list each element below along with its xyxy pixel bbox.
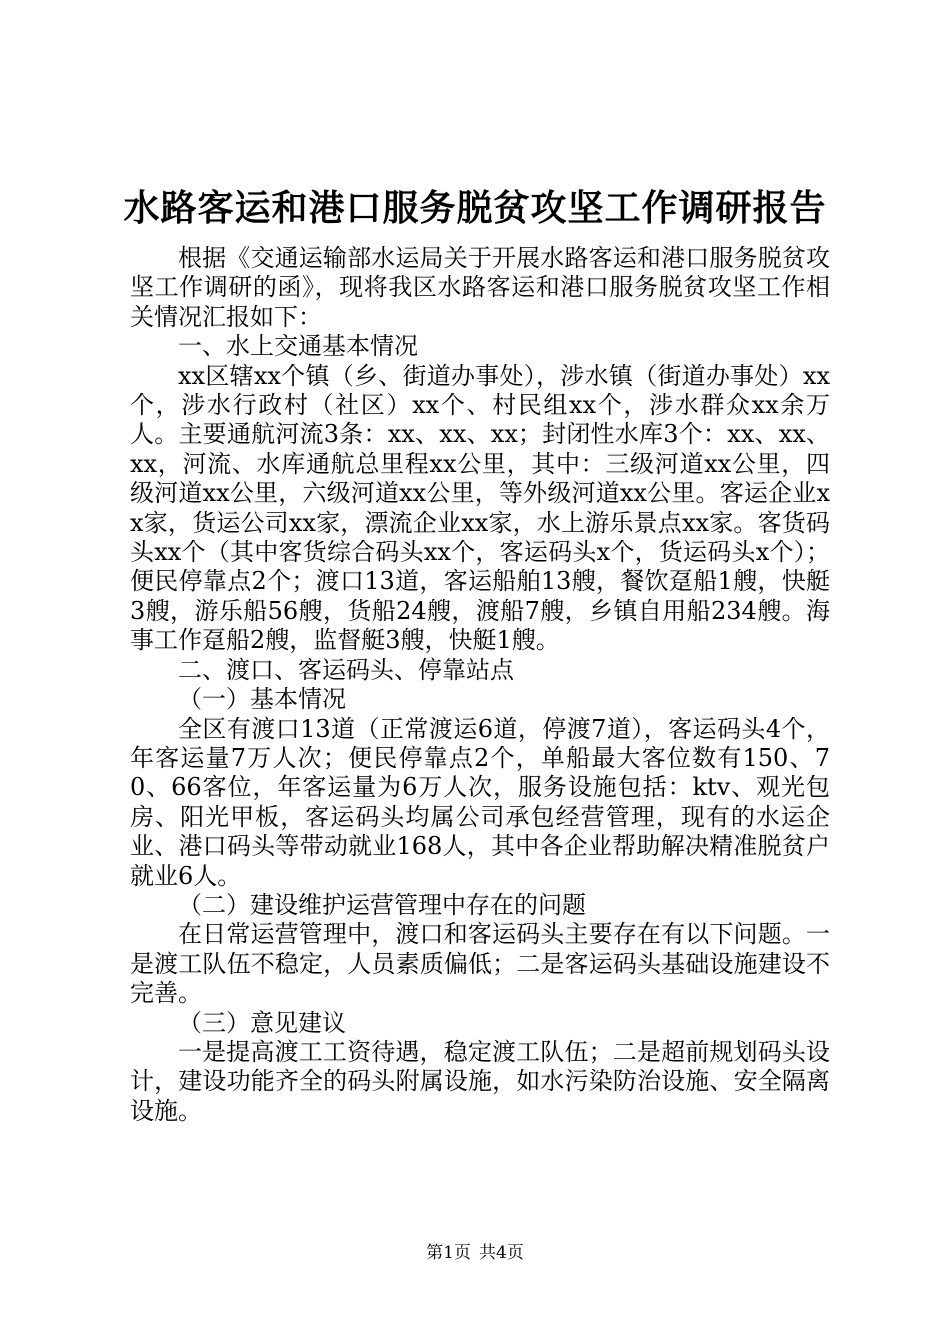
basic-situation-paragraph: 全区有渡口13道（正常渡运6道，停渡7道），客运码头4个，年客运量7万人次；便民停靠点2个，单船最大客位数有150、70、66客位，年客运量为6万人次，服务设施包括：ktv、观光包房、阳光甲板，客运码头均属公司承包经营管理，现有的水运企业、港口码头等带动就业168人，其中各企业帮助解决精准脱贫户就业6人。 [130,714,830,890]
subsection-heading-suggestions: （三）意见建议 [178,1008,346,1037]
problems-paragraph: 在日常运营管理中，渡口和客运码头主要存在有以下问题。一是渡工队伍不稳定，人员素质偏低；二是客运码头基础设施建设不完善。 [130,920,830,1008]
page-number: 第1页 [426,1243,471,1263]
document-body [130,244,830,1126]
page-total: 共4页 [479,1243,524,1263]
subsection-heading-basic: （一）基本情况 [178,685,346,714]
page-footer [0,1241,950,1265]
water-transport-paragraph: xx区辖xx个镇（乡、街道办事处），涉水镇（街道办事处）xx个，涉水行政村（社区）xx个、村民组xx个，涉水群众xx余万人。主要通航河流3条：xx、xx、xx；封闭性水库3个：xx、xx、xx，河流、水库通航总里程xx公里，其中：三级河道xx公里，四级河道xx公里，六级河道xx公里，等外级河道xx公里。客运企业xx家，货运公司xx家，漂流企业xx家，水上游乐景点xx家。客货码头xx个（其中客货综合码头xx个，客运码头x个，货运码头x个）；便民停靠点2个；渡口13道，客运船舶13艘，餐饮趸船1艘，快艇3艘，游乐船56艘，货船24艘，渡船7艘，乡镇自用船234艘。海事工作趸船2艘，监督艇3艘，快艇1艘。 [130,361,830,655]
suggestions-paragraph: 一是提高渡工工资待遇，稳定渡工队伍；二是超前规划码头设计，建设功能齐全的码头附属设施，如水污染防治设施、安全隔离设施。 [130,1037,830,1125]
subsection-heading-problems: （二）建设维护运营管理中存在的问题 [178,890,586,919]
intro-paragraph: 根据《交通运输部水运局关于开展水路客运和港口服务脱贫攻坚工作调研的函》，现将我区水路客运和港口服务脱贫攻坚工作相关情况汇报如下： [130,244,830,331]
document-title: 水路客运和港口服务脱贫攻坚工作调研报告 [123,187,827,229]
section-heading-ferries: 二、渡口、客运码头、停靠站点 [178,655,514,684]
section-heading-water-transport: 一、水上交通基本情况 [178,332,418,361]
